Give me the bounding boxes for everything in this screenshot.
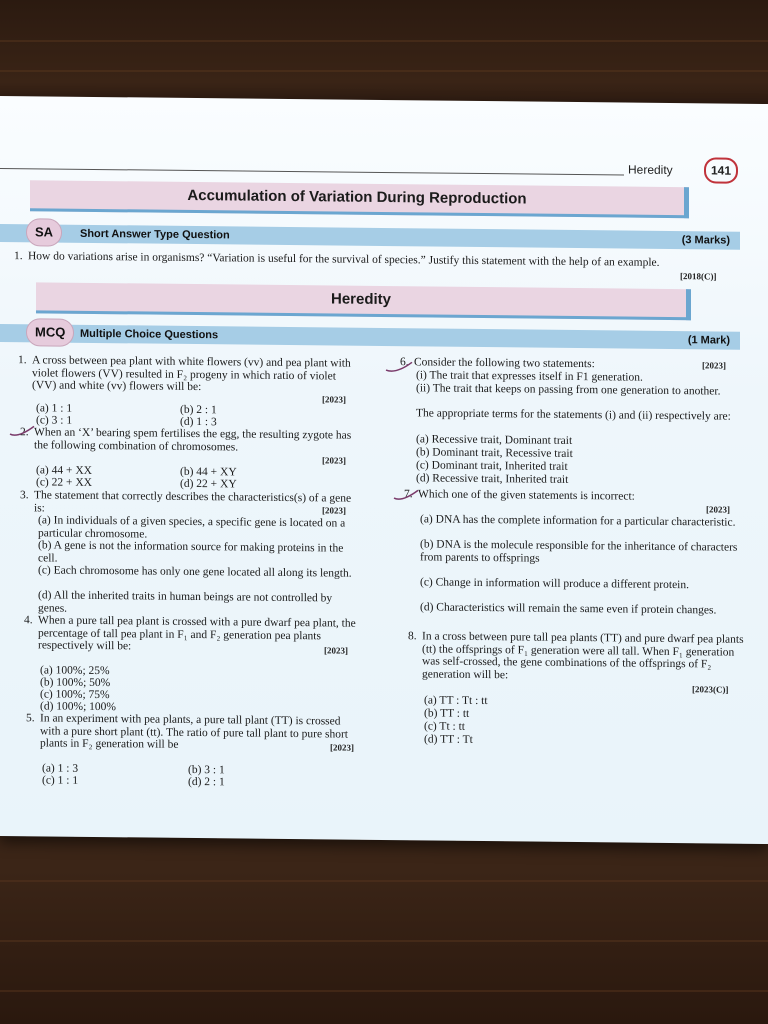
option-a: (a) 100%; 25% bbox=[40, 664, 110, 678]
question-number: 4. bbox=[24, 614, 33, 627]
question-text: When an ‘X’ bearing spem fertilises the egg, the resulting zygote has the following combination of chromosomes. bbox=[34, 426, 352, 454]
question-text: In an experiment with pea plants, a pure tall plant (TT) is crossed with a pure short plant (tt). The ratio of pure tall plant to pure short plants in F₂ generation will be bbox=[40, 712, 348, 752]
chapter-title: Heredity bbox=[628, 162, 673, 178]
question-7 bbox=[404, 488, 740, 504]
option-a: (a) 44 + XX bbox=[36, 464, 92, 477]
option-d: (d) 100%; 100% bbox=[40, 700, 117, 714]
option-c: (c) 100%; 75% bbox=[40, 688, 110, 702]
question-number: 7. bbox=[404, 488, 413, 501]
mcq-section-bar bbox=[0, 324, 740, 350]
year-tag: [2023] bbox=[330, 742, 354, 753]
question-5 bbox=[26, 712, 362, 753]
option-a: (a) TT : Tt : tt bbox=[424, 694, 488, 708]
option-c: (c) 3 : 1 bbox=[36, 414, 73, 427]
question-text: How do variations arise in organisms? “Variation is useful for the survival of species.” Justify this statement with the help of an example. bbox=[28, 250, 660, 269]
option-b: (b) Dominant trait, Recessive trait bbox=[416, 446, 573, 460]
textbook-page bbox=[0, 96, 768, 844]
option-a: (a) 1 : 1 bbox=[36, 402, 73, 415]
mcq-label: Multiple Choice Questions bbox=[80, 327, 219, 342]
mcq-tag: MCQ bbox=[26, 318, 74, 347]
question-1 bbox=[18, 354, 358, 395]
question-text: Consider the following two statements: bbox=[414, 356, 595, 371]
page-number: 141 bbox=[704, 157, 738, 183]
option-b: (b) 2 : 1 bbox=[180, 403, 217, 417]
option-b: (b) 100%; 50% bbox=[40, 676, 111, 690]
question-2 bbox=[20, 426, 358, 455]
question-4 bbox=[24, 614, 360, 655]
sa-section-bar bbox=[0, 224, 740, 250]
wood-grain bbox=[0, 940, 768, 942]
question-3 bbox=[20, 489, 360, 518]
question-number: 2. bbox=[20, 426, 29, 439]
option-a: (a) Recessive trait, Dominant trait bbox=[416, 433, 573, 447]
option-c: (c) Change in information will produce a different protein. bbox=[420, 576, 689, 592]
wood-grain bbox=[0, 990, 768, 992]
option-a: (a) 1 : 3 bbox=[42, 762, 79, 775]
option-d: (d) 2 : 1 bbox=[188, 775, 225, 789]
wood-grain bbox=[0, 880, 768, 882]
year-tag: [2023] bbox=[702, 360, 726, 371]
option-b: (b) A gene is not the information source for making proteins in the cell. bbox=[38, 539, 344, 565]
year-tag: [2023] bbox=[324, 645, 348, 656]
question-text: In a cross between pure tall pea plants (TT) and pure dwarf pea plants (tt) the offsprings of F₁ generation were all tall. When F₁ generation was self-crossed, the gene combinations of the offsprings of F₂ generation will be: bbox=[422, 630, 744, 682]
question-text: Which one of the given statements is incorrect: bbox=[418, 488, 635, 503]
sa-question bbox=[14, 250, 738, 270]
wood-grain bbox=[0, 40, 768, 42]
question-number: 1. bbox=[14, 250, 23, 263]
question-6-prompt: The appropriate terms for the statements (i) and (ii) respectively are: bbox=[416, 407, 731, 423]
option-d: (d) 22 + XY bbox=[180, 477, 237, 491]
sa-marks: (3 Marks) bbox=[681, 234, 730, 247]
year-tag: [2018(C)] bbox=[680, 271, 717, 282]
year-tag: [2023] bbox=[322, 394, 346, 405]
question-number: 8. bbox=[408, 630, 417, 643]
question-text: When a pure tall pea plant is crossed with a pure dwarf pea plant, the percentage of tall pea plant in F₁ and F₂ generation pea plants respectively will be: bbox=[38, 614, 356, 653]
question-number: 1. bbox=[18, 354, 27, 367]
option-b: (b) 3 : 1 bbox=[188, 763, 225, 777]
wood-grain bbox=[0, 70, 768, 72]
option-b: (b) TT : tt bbox=[424, 707, 470, 720]
option-d: (d) TT : Tt bbox=[424, 733, 473, 746]
pen-mark-icon bbox=[392, 488, 420, 504]
option-c: (c) Each chromosome has only one gene located all along its length. bbox=[38, 564, 352, 580]
option-c: (c) 1 : 1 bbox=[42, 774, 79, 787]
option-b: (b) 44 + XY bbox=[180, 465, 237, 479]
option-d: (d) Characteristics will remain the same even if protein changes. bbox=[420, 601, 717, 617]
sa-tag: SA bbox=[26, 218, 62, 246]
option-b: (b) DNA is the molecule responsible for the inheritance of characters from parents to offsprings bbox=[420, 538, 738, 565]
option-a: (a) DNA has the complete information for a particular characteristic. bbox=[420, 513, 736, 529]
statement-ii: (ii) The trait that keeps on passing from one generation to another. bbox=[416, 382, 721, 398]
option-d: (d) 1 : 3 bbox=[180, 415, 217, 429]
option-c: (c) Tt : tt bbox=[424, 720, 465, 733]
year-tag: [2023] bbox=[322, 455, 346, 466]
question-number: 3. bbox=[20, 489, 29, 502]
option-a: (a) In individuals of a given species, a specific gene is located on a particular chromosome. bbox=[38, 514, 346, 541]
option-d: (d) Recessive trait, Inherited trait bbox=[416, 472, 569, 486]
question-text: The statement that correctly describes the characteristics(s) of a gene is: bbox=[34, 489, 352, 515]
pen-mark-icon bbox=[8, 424, 36, 440]
option-c: (c) 22 + XX bbox=[36, 476, 92, 489]
year-tag: [2023(C)] bbox=[692, 684, 729, 695]
year-tag: [2023] bbox=[322, 505, 346, 516]
sa-label: Short Answer Type Question bbox=[80, 227, 230, 242]
pen-mark-icon bbox=[384, 358, 414, 376]
year-tag: [2023] bbox=[706, 504, 730, 515]
option-c: (c) Dominant trait, Inherited trait bbox=[416, 459, 568, 473]
mcq-marks: (1 Mark) bbox=[687, 334, 730, 347]
section-banner-variation: Accumulation of Variation During Reproduction bbox=[30, 180, 689, 218]
statement-i: (i) The trait that expresses itself in F1 generation. bbox=[416, 369, 643, 384]
question-number: 6. bbox=[400, 356, 409, 369]
question-8 bbox=[408, 630, 744, 684]
question-number: 5. bbox=[26, 712, 35, 725]
question-text: A cross between pea plant with white flowers (vv) and pea plant with violet flowers (VV) resulted in F₂ progeny in which ratio of violet (VV) and white (vv) flowers will be: bbox=[32, 354, 351, 394]
section-banner-heredity: Heredity bbox=[36, 282, 691, 320]
header-rule bbox=[0, 168, 624, 176]
option-d: (d) All the inherited traits in human beings are not controlled by genes. bbox=[38, 589, 333, 615]
